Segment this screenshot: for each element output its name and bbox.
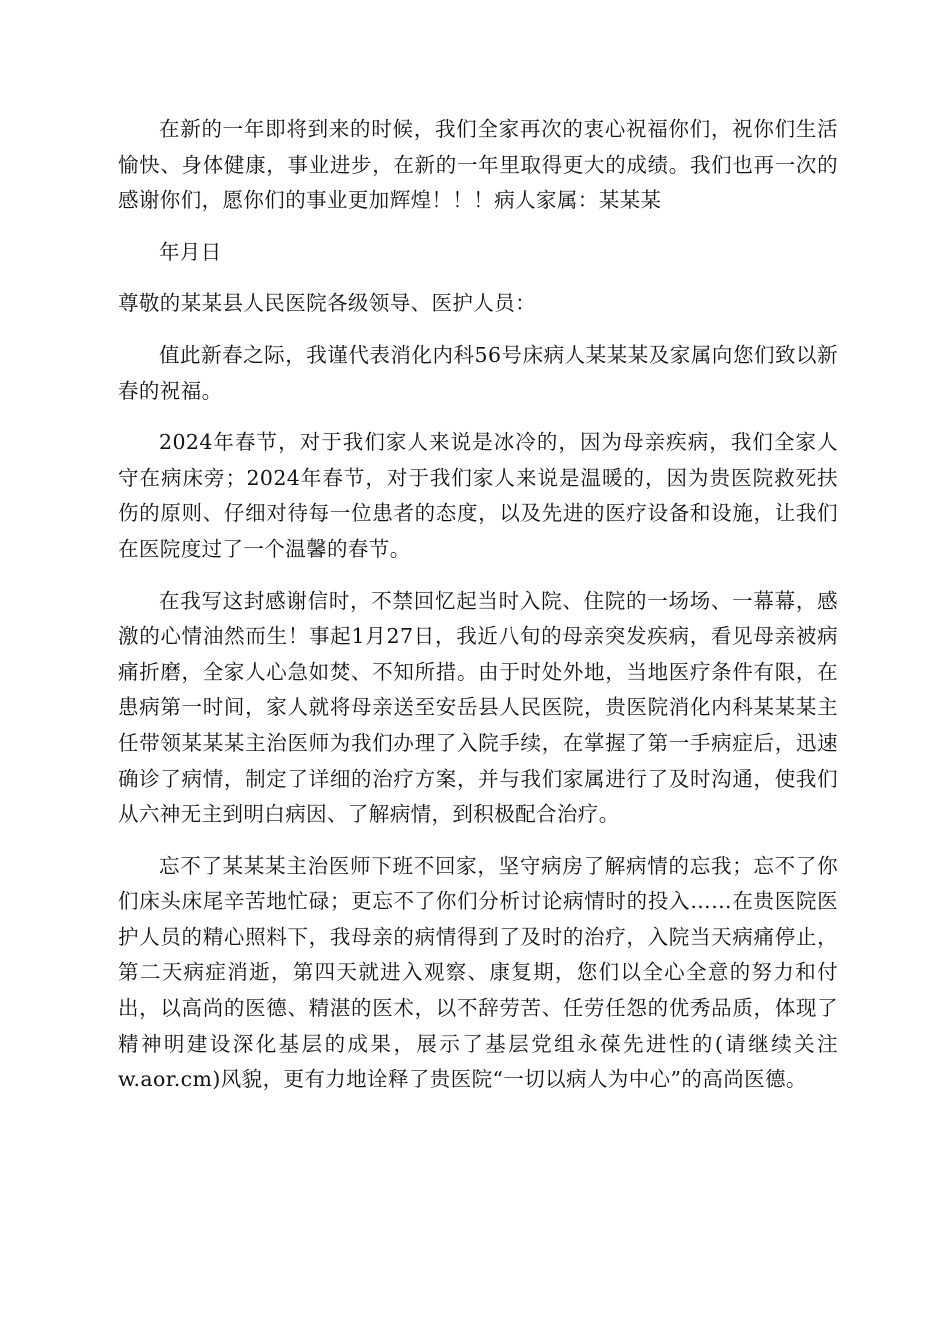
closing-paragraph: 在新的一年即将到来的时候，我们全家再次的衷心祝福你们，祝你们生活愉快、身体健康，事业进步，在新的一年里取得更大的成绩。我们也再一次的感谢你们，愿你们的事业更加辉煌！！！病人家属：某某某 (118, 117, 838, 213)
body-paragraph-spring-festival: 2024年春节，对于我们家人来说是冰冷的，因为母亲疾病，我们全家人守在病床旁；2024年春节，对于我们家人来说是温暖的，因为贵医院救死扶伤的原则、仔细对待每一位患者的态度，以及先进的医疗设备和设施，让我们在医院度过了一个温馨的春节。 (118, 430, 838, 561)
document-page (118, 112, 838, 1098)
date-line: 年月日 (159, 239, 222, 264)
body-paragraph-greeting: 值此新春之际，我谨代表消化内科56号床病人某某某及家属向您们致以新春的祝福。 (118, 342, 838, 403)
body-paragraph-hospital-stay: 在我写这封感谢信时，不禁回忆起当时入院、住院的一场场、一幕幕，感激的心情油然而生！事起1月27日，我近八旬的母亲突发疾病，看见母亲被病痛折磨，全家人心急如焚、不知所措。由于时处外地，当地医疗条件有限，在患病第一时间，家人就将母亲送至安岳县人民医院，贵医院消化内科某某某主任带领某某某主治医师为我们办理了入院手续，在掌握了第一手病症后，迅速确诊了病情，制定了详细的治疗方案，并与我们家属进行了及时沟通，使我们从六神无主到明白病因、了解病情，到积极配合治疗。 (118, 588, 838, 827)
body-paragraph-gratitude: 忘不了某某某主治医师下班不回家，坚守病房了解病情的忘我；忘不了你们床头床尾辛苦地忙碌；更忘不了你们分析讨论病情时的投入……在贵医院医护人员的精心照料下，我母亲的病情得到了及时的治疗，入院当天病痛停止，第二天病症消逝，第四天就进入观察、康复期，您们以全心全意的努力和付出，以高尚的医德、精湛的医术，以不辞劳苦、任劳任怨的优秀品质，体现了精神明建设深化基层的成果，展示了基层党组永葆先进性的(请继续关注w.aor.cm)风貌，更有力地诠释了贵医院“一切以病人为中心”的高尚医德。 (118, 853, 838, 1092)
salutation: 尊敬的某某县人民医院各级领导、医护人员： (118, 291, 536, 316)
